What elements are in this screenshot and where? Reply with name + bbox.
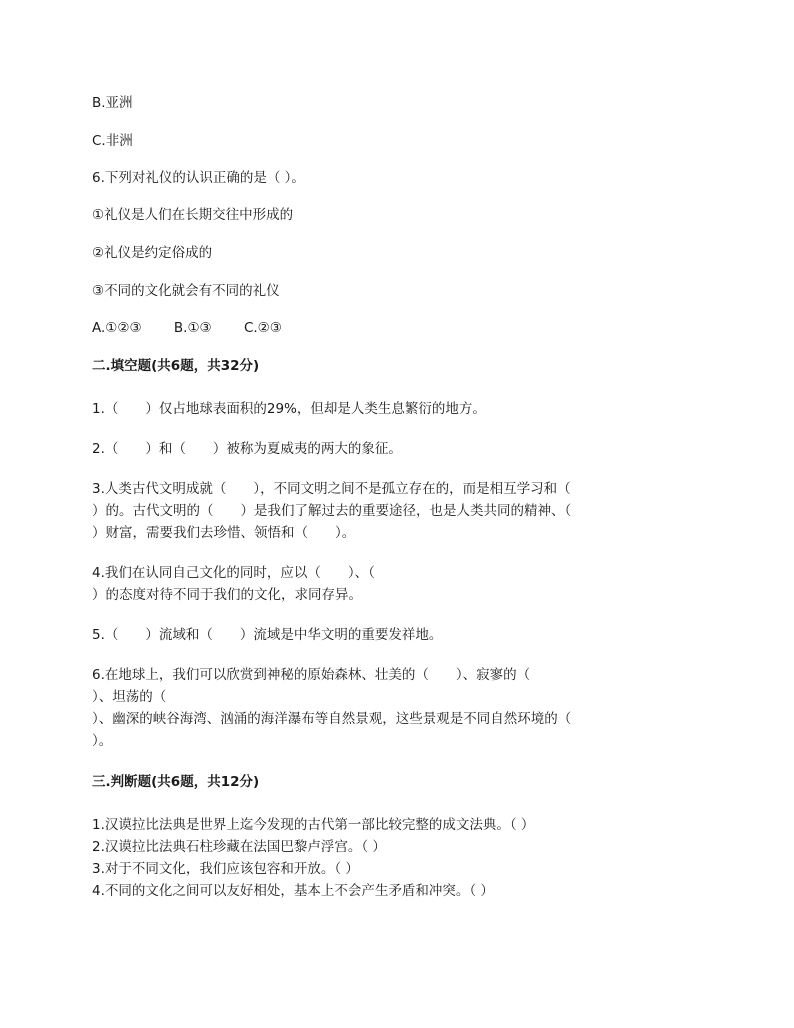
fill-q3-line3: ）财富，需要我们去珍惜、领悟和（ ）。 (92, 525, 356, 541)
fill-q6-line4: ）。 (92, 733, 113, 749)
judge-q1: 1.汉谟拉比法典是世界上迄今发现的古代第一部比较完整的成文法典。（ ） (92, 817, 535, 833)
fill-q6-line2: ）、坦荡的（ (92, 689, 167, 705)
fill-q1: 1.（ ）仅占地球表面积的29%，但却是人类生息繁衍的地方。 (92, 401, 486, 417)
fill-q6-line3: ）、幽深的峡谷海湾、汹涌的海洋瀑布等自然景观，这些景观是不同自然环境的（ (92, 711, 572, 727)
q6-stem: 6.下列对礼仪的认识正确的是（ ）。 (92, 170, 305, 186)
fill-q3-line2: ）的。古代文明的（ ）是我们了解过去的重要途径，也是人类共同的精神、（ (92, 503, 572, 519)
q6-statement-1: ①礼仪是人们在长期交往中形成的 (92, 207, 294, 223)
judge-q4: 4.不同的文化之间可以友好相处，基本上不会产生矛盾和冲突。（ ） (92, 883, 494, 899)
fill-q6-line1: 6.在地球上，我们可以欣赏到神秘的原始森林、壮美的（ ）、寂寥的（ (92, 667, 531, 683)
q6-statement-3: ③不同的文化就会有不同的礼仪 (92, 283, 280, 299)
section2-heading: 二.填空题(共6题，共32分) (92, 358, 260, 374)
fill-q4-line2: ）的态度对待不同于我们的文化，求同存异。 (92, 587, 362, 603)
fill-q5: 5.（ ）流域和（ ）流域是中华文明的重要发祥地。 (92, 627, 443, 643)
fill-q3-line1: 3.人类古代文明成就（ ），不同文明之间不是孤立存在的，而是相互学习和（ (92, 481, 571, 497)
section3-heading: 三.判断题(共6题，共12分) (92, 774, 260, 790)
q6-statement-2: ②礼仪是约定俗成的 (92, 245, 213, 261)
fill-q4-line1: 4.我们在认同自己文化的同时，应以（ ）、（ (92, 565, 375, 581)
option-c: C.非洲 (92, 133, 133, 149)
choice-a: A.①②③ (92, 320, 142, 336)
judge-q3: 3.对于不同文化，我们应该包容和开放。（ ） (92, 861, 359, 877)
fill-q2: 2.（ ）和（ ）被称为夏威夷的两大的象征。 (92, 441, 402, 457)
judge-q2: 2.汉谟拉比法典石柱珍藏在法国巴黎卢浮宫。（ ） (92, 839, 386, 855)
option-b: B.亚洲 (92, 95, 133, 111)
choice-c: C.②③ (243, 320, 282, 336)
q6-choices (92, 319, 310, 337)
choice-b: B.①③ (173, 320, 212, 336)
